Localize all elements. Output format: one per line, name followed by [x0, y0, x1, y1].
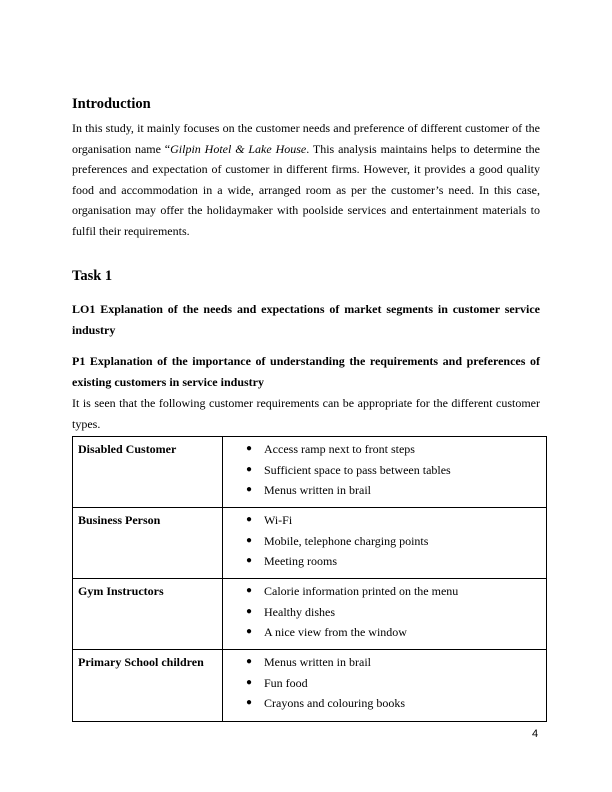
- page-number: 4: [532, 728, 539, 740]
- requirements-list: [223, 510, 546, 572]
- bullet-icon: ●: [246, 443, 253, 454]
- requirement-text: Healthy dishes: [264, 604, 335, 619]
- customer-type-cell: Gym Instructors: [73, 579, 223, 650]
- requirement-text: Meeting rooms: [264, 554, 337, 568]
- requirement-text: A nice view from the window: [264, 625, 407, 639]
- bullet-icon: ●: [246, 463, 253, 475]
- requirements-cell: [223, 508, 547, 579]
- list-item: [223, 602, 546, 623]
- introduction-text-end: . This analysis maintains helps to determine the preferences and expectation of customer in different firms. However, it provides a good quality food and accommodation in a wide, arranged room as per the customer’s need. In this case, organisation may offer the holidaymaker with poolside services and entertainment materials to fulfil their requirements.: [72, 141, 540, 238]
- bullet-icon: ●: [246, 555, 253, 566]
- bullet-icon: ●: [246, 676, 253, 688]
- bullet-icon: ●: [246, 534, 253, 546]
- bullet-icon: ●: [246, 626, 253, 637]
- list-item: [223, 551, 546, 572]
- requirement-text: Crayons and colouring books: [264, 696, 405, 710]
- list-item: [223, 652, 546, 673]
- requirements-list: [223, 581, 546, 643]
- bullet-icon: ●: [246, 514, 253, 525]
- requirements-list: [223, 652, 546, 714]
- requirement-text: Sufficient space to pass between tables: [264, 462, 451, 477]
- bullet-icon: ●: [246, 656, 253, 667]
- list-item: [223, 510, 546, 531]
- table-row: [73, 579, 547, 650]
- list-item: [223, 531, 546, 552]
- p1-heading: P1 Explanation of the importance of understanding the requirements and preferences of existing customers in service industry: [72, 354, 540, 389]
- table-row: [73, 437, 547, 508]
- task-heading: Task 1: [72, 268, 113, 284]
- list-item: [223, 460, 546, 481]
- list-item: [223, 693, 546, 714]
- requirement-text: Fun food: [264, 675, 308, 690]
- list-item: [223, 439, 546, 460]
- lo1-heading: LO1 Explanation of the needs and expectations of market segments in customer service industry: [72, 302, 540, 337]
- requirement-text: Calorie information printed on the menu: [264, 584, 459, 598]
- organisation-name: Gilpin Hotel & Lake House: [170, 141, 307, 156]
- requirements-list: [223, 439, 546, 501]
- table-row: [73, 508, 547, 579]
- list-item: [223, 673, 546, 694]
- introduction-heading: Introduction: [72, 96, 151, 112]
- table-intro-text: It is seen that the following customer requirements can be appropriate for the different customer types.: [72, 396, 540, 431]
- requirement-text: Menus written in brail: [264, 483, 371, 497]
- requirement-text: Mobile, telephone charging points: [264, 533, 429, 548]
- requirements-cell: [223, 579, 547, 650]
- requirement-text: Access ramp next to front steps: [264, 442, 415, 456]
- bullet-icon: ●: [246, 484, 253, 495]
- customer-requirements-table: [72, 436, 547, 722]
- introduction-text-start: In this study, it mainly focuses on the customer needs and preference of different customer of the organisation name “: [72, 121, 540, 156]
- bullet-icon: ●: [246, 585, 253, 596]
- bullet-icon: ●: [246, 605, 253, 617]
- requirements-cell: [223, 650, 547, 722]
- list-item: [223, 581, 546, 602]
- customer-type-cell: Disabled Customer: [73, 437, 223, 508]
- introduction-paragraph: [72, 118, 540, 242]
- customer-type-cell: Business Person: [73, 508, 223, 579]
- introduction-section: [72, 95, 540, 242]
- requirement-text: Wi-Fi: [264, 513, 293, 527]
- requirement-text: Menus written in brail: [264, 655, 371, 669]
- list-item: [223, 480, 546, 501]
- list-item: [223, 622, 546, 643]
- bullet-icon: ●: [246, 697, 253, 708]
- requirements-cell: [223, 437, 547, 508]
- customer-type-cell: Primary School children: [73, 650, 223, 722]
- table-row: [73, 650, 547, 722]
